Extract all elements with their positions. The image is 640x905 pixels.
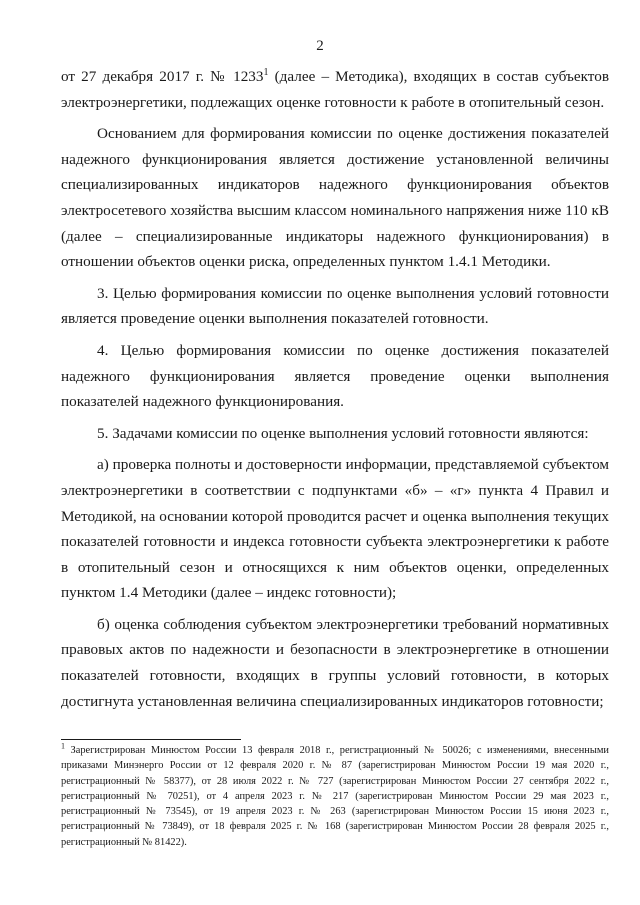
footnote-reference[interactable]: 1 [263, 66, 269, 78]
paragraph-continuation-text: от 27 декабря 2017 г. № 1233 [61, 68, 264, 85]
paragraph-subitem-a: а) проверка полноты и достоверности информации, представляемой субъектом электроэнергетики в соответствии с подпунктами «б» – «г» пункта 4 Правил и Методикой, на основании которой проводится расчет и оценка выполнения текущих показателей готовности и индекса готовности субъекта электроэнергетики к работе в отопительный сезон и относящихся к ним объектов оценки, определенных пунктом 1.4 Методики (далее – индекс готовности); [61, 456, 609, 602]
paragraph-item-3: 3. Целью формирования комиссии по оценке выполнения условий готовности является проведение оценки выполнения показателей готовности. [61, 284, 609, 328]
paragraph-item-4: 4. Целью формирования комиссии по оценке достижения показателей надежного функционирования является проведение оценки выполнения показателей надежного функционирования. [61, 341, 609, 411]
paragraph-continuation-tail: (далее – Методика), входящих в состав субъектов электроэнергетики, подлежащих оценке готовности к работе в отопительный сезон. [61, 68, 609, 111]
paragraph-continuation [61, 64, 609, 115]
paragraph-item-5: 5. Задачами комиссии по оценке выполнения условий готовности являются: [97, 424, 589, 442]
paragraph-subitem-b: б) оценка соблюдения субъектом электроэнергетики требований нормативных правовых актов по надежности и безопасности в электроэнергетике в отношении показателей готовности, входящих в группы условий готовности, в которых достигнута установленная величина специализированных индикаторов готовности; [61, 615, 609, 710]
paragraph-commission-basis: Основанием для формирования комиссии по оценке достижения показателей надежного функционирования является достижение установленной величины специализированных индикаторов надежного функционирования объектов электросетевого хозяйства высшим классом номинального напряжения ниже 110 кВ (далее – специализированные индикаторы надежного функционирования) в отношении объектов оценки риска, определенных пунктом 1.4.1 Методики. [61, 125, 609, 271]
footnote-divider [61, 739, 241, 740]
footnote-text: Зарегистрирован Минюстом России 13 февраля 2018 г., регистрационный № 50026; с изменениями, внесенными приказами Минэнерго России от 12 февраля 2020 г. № 87 (зарегистрирован Минюстом России 19 мая 2020 г., регистрационный № 58377), от 28 июля 2022 г. № 727 (зарегистрирован Минюстом России 27 сентября 2022 г., регистрационный № 70251), от 4 апреля 2023 г. № 217 (зарегистрирован Минюстом России 29 мая 2023 г., регистрационный № 73545), от 19 апреля 2023 г. № 263 (зарегистрирован Минюстом России 15 июня 2023 г., регистрационный № 73849), от 18 февраля 2025 г. № 168 (зарегистрирован Минюстом России 28 февраля 2025 г., регистрационный № 81422). [61, 745, 609, 848]
page-number: 2 [316, 38, 324, 54]
document-body [61, 64, 609, 720]
footnote [61, 743, 609, 850]
footnote-marker: 1 [61, 741, 65, 751]
